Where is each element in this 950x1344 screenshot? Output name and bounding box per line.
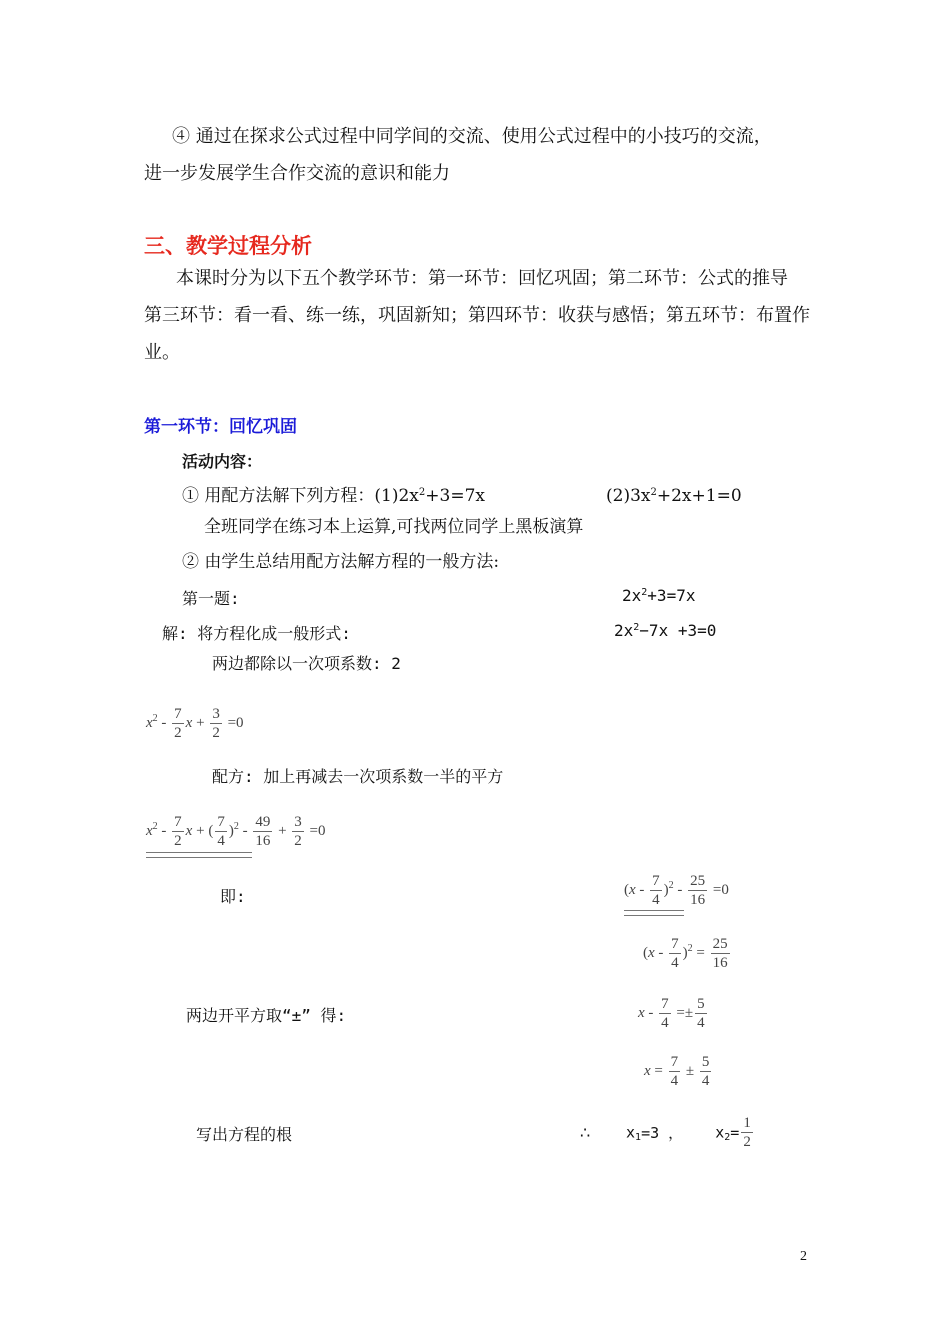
objective-4-line1: ④ 通过在探求公式过程中同学间的交流、使用公式过程中的小技巧的交流， [172, 126, 772, 147]
left-paren: ( [643, 944, 648, 961]
divided-equation [146, 705, 244, 742]
exponent: 2 [233, 820, 239, 832]
equals-sign: = [696, 944, 705, 961]
var-x: x [185, 822, 193, 839]
item-1-eq2 [606, 482, 742, 507]
denominator: 4 [670, 1073, 679, 1089]
numerator: 5 [697, 996, 705, 1012]
denominator: 4 [217, 833, 225, 849]
eq-1a: 2x [398, 486, 419, 506]
x2-equals: = [730, 1123, 740, 1142]
fraction-7-4 [669, 1053, 681, 1090]
general-form-equation [614, 621, 716, 640]
var-x: x [629, 881, 636, 898]
equals-zero: =0 [309, 822, 326, 839]
var-x: x [638, 1004, 645, 1021]
question-1-equation [622, 586, 695, 605]
left-paren: ( [624, 881, 629, 898]
denominator: 16 [712, 955, 728, 971]
fraction-7-4 [215, 813, 227, 850]
eq-2-exp: 2 [650, 487, 657, 498]
equals-zero: =0 [227, 714, 244, 731]
denominator: 2 [174, 725, 182, 741]
fraction-7-4 [659, 995, 671, 1032]
denominator: 4 [671, 955, 679, 971]
numerator: 3 [212, 706, 220, 722]
complete-square-label: 配方: 加上再减去一次项系数一半的平方 [212, 767, 504, 786]
eq-2a: 3x [630, 486, 651, 506]
fraction-7-2 [172, 813, 184, 850]
square-root-label: 两边开平方取“±” 得: [186, 1006, 347, 1025]
var-x: x [644, 1062, 651, 1079]
numerator: 7 [217, 814, 225, 830]
numerator: 7 [652, 873, 660, 889]
x1-subscript: 1 [635, 1132, 642, 1143]
var-x: x [185, 714, 193, 731]
denominator: 16 [690, 892, 706, 908]
fraction-5-4 [700, 1053, 712, 1090]
section-3-title: 三、教学过程分析 [144, 234, 312, 258]
var-x: x [648, 944, 655, 961]
fraction-49-16 [253, 813, 272, 850]
divide-label: 两边都除以一次项系数: 2 [212, 654, 401, 673]
numerator: 7 [174, 706, 182, 722]
numerator: 7 [661, 996, 669, 1012]
general-exp: 2 [633, 622, 640, 633]
plus-minus-sign: ± [684, 1004, 694, 1021]
denominator: 2 [212, 725, 220, 741]
solution-expression [644, 1053, 713, 1090]
double-underline [146, 852, 252, 858]
stage-1-title: 第一环节：回忆巩固 [144, 417, 297, 437]
ie-label: 即: [220, 887, 246, 906]
var-x: x [146, 822, 153, 839]
q1-eq-a: 2x [622, 586, 642, 605]
section-3-para-line1: 本课时分为以下五个教学环节：第一环节：回忆巩固；第二环节：公式的推导 [176, 268, 788, 289]
right-paren: ) [228, 822, 234, 839]
item-1-text: ① 用配方法解下列方程：(1) [182, 486, 399, 506]
x2-name: x [715, 1123, 725, 1142]
exponent: 2 [152, 820, 158, 832]
eq-2-prefix: (2) [606, 486, 631, 506]
equals-sign: = [654, 1062, 663, 1079]
roots-result [626, 1114, 755, 1151]
section-3-para-line3: 业。 [144, 342, 180, 363]
fraction-3-2 [292, 813, 304, 850]
fraction-1-2 [741, 1114, 753, 1151]
denominator: 4 [652, 892, 660, 908]
eq-1-exp: 2 [418, 487, 426, 498]
therefore-symbol: ∴ [580, 1123, 591, 1142]
fraction-7-2 [172, 705, 184, 742]
fraction-25-16 [688, 872, 707, 909]
plus-sign: + [278, 822, 287, 839]
denominator: 2 [294, 833, 302, 849]
minus-sign: - [639, 881, 645, 898]
q1-eq-b: +3=7x [647, 586, 696, 605]
denominator: 2 [174, 833, 182, 849]
numerator: 25 [690, 873, 706, 889]
x2-subscript: 2 [724, 1132, 731, 1143]
fraction-5-4 [695, 995, 707, 1032]
numerator: 7 [174, 814, 182, 830]
fraction-25-16 [711, 935, 730, 972]
minus-sign: - [658, 944, 664, 961]
denominator: 4 [697, 1015, 705, 1031]
question-1-label: 第一题: [182, 589, 240, 608]
minus-sign: - [648, 1004, 654, 1021]
general-b: −7x +3=0 [639, 621, 717, 640]
minus-sign: - [242, 822, 248, 839]
denominator: 4 [701, 1073, 710, 1089]
write-roots-label: 写出方程的根 [196, 1125, 293, 1144]
minus-sign: - [161, 822, 167, 839]
solve-label: 解: 将方程化成一般形式: [162, 624, 351, 643]
x1-name: x [626, 1123, 636, 1142]
denominator: 2 [743, 1134, 751, 1150]
numerator: 5 [701, 1054, 710, 1070]
plus-sign: + [196, 822, 205, 839]
numerator: 3 [294, 814, 302, 830]
objective-4-line2: 进一步发展学生合作交流的意识和能力 [144, 163, 450, 184]
left-paren: ( [208, 822, 214, 839]
fraction-7-4 [669, 935, 681, 972]
isolated-square-equation [643, 935, 732, 972]
var-x: x [146, 714, 153, 731]
plus-sign: + [196, 714, 205, 731]
numerator: 1 [743, 1115, 751, 1131]
page-number: 2 [800, 1249, 807, 1264]
activity-label: 活动内容： [182, 452, 263, 471]
double-underline [624, 910, 684, 916]
general-a: 2x [614, 621, 634, 640]
right-paren: ) [682, 944, 688, 961]
exponent: 2 [668, 879, 674, 891]
section-3-para-line2: 第三环节：看一看、练一练，巩固新知；第四环节：收获与感悟；第五环节：布置作 [144, 305, 810, 326]
numerator: 7 [670, 1054, 679, 1070]
equals-sign: = [676, 1004, 685, 1021]
plus-minus-sign: ± [685, 1062, 695, 1079]
ie-equation [624, 872, 729, 909]
eq-1b: +3=7x [425, 486, 485, 506]
x1-value: =3 ， [641, 1124, 684, 1142]
minus-sign: - [161, 714, 167, 731]
completed-square-equation [146, 813, 326, 850]
right-paren: ) [663, 881, 669, 898]
numerator: 25 [712, 936, 728, 952]
q1-eq-exp: 2 [641, 587, 648, 598]
equals-zero: =0 [712, 881, 729, 898]
item-2-text: ② 由学生总结用配方法解方程的一般方法: [182, 552, 500, 572]
minus-sign: - [677, 881, 683, 898]
denominator: 16 [255, 833, 271, 849]
eq-2b: +2x+1=0 [656, 486, 742, 506]
exponent: 2 [687, 942, 693, 954]
numerator: 7 [671, 936, 679, 952]
exponent: 2 [152, 712, 158, 724]
item-1-line [182, 482, 485, 507]
fraction-7-4 [650, 872, 662, 909]
class-note: 全班同学在练习本上运算,可找两位同学上黑板演算 [204, 517, 584, 537]
denominator: 4 [661, 1015, 669, 1031]
root-step-equation [638, 995, 709, 1032]
fraction-3-2 [210, 705, 222, 742]
numerator: 49 [255, 814, 271, 830]
